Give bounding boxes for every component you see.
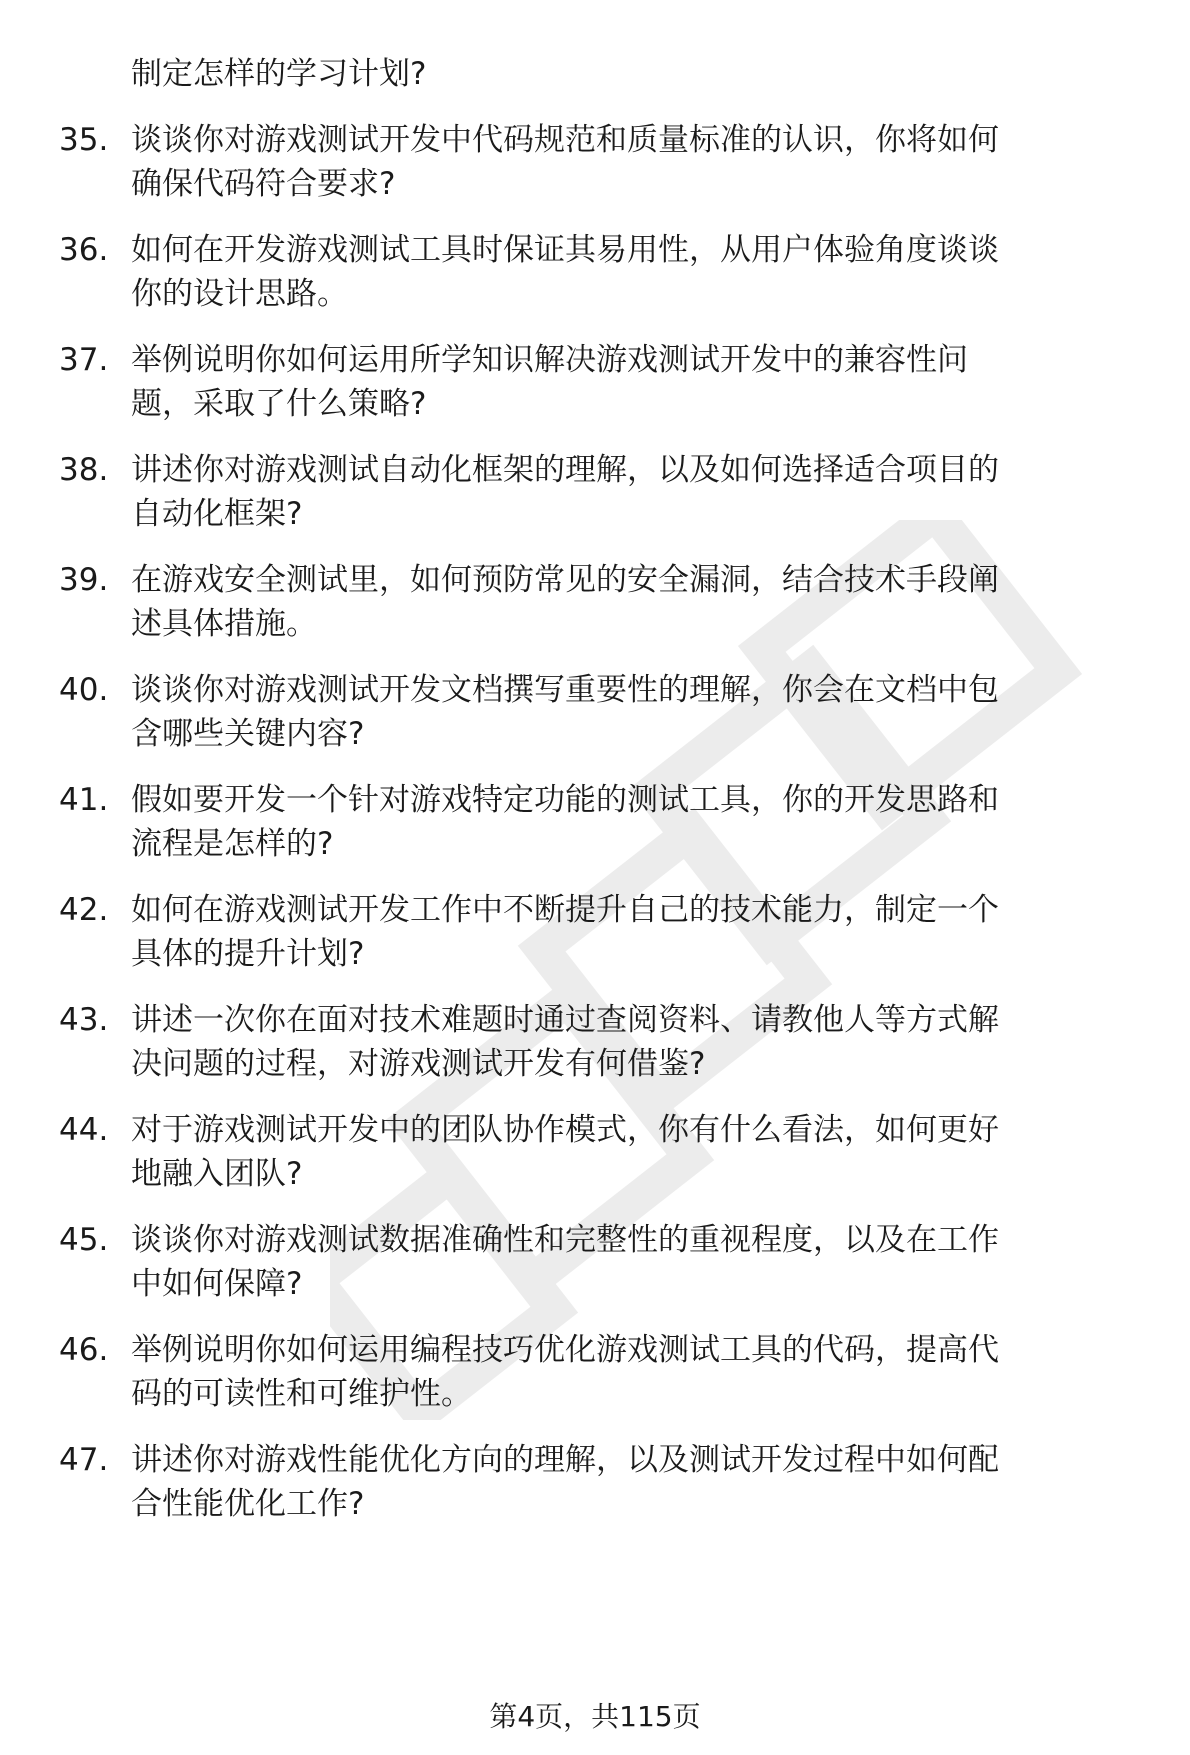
continuation-line: 制定怎样的学习计划? <box>131 56 427 92</box>
question-text-line: 决问题的过程，对游戏测试开发有何借鉴? <box>131 1046 706 1082</box>
question-text-line: 你的设计思路。 <box>131 276 348 312</box>
question-number: 47. <box>59 1442 109 1478</box>
question-number: 44. <box>59 1112 109 1148</box>
question-number: 46. <box>59 1332 109 1368</box>
question-item <box>0 1328 1190 1418</box>
question-text-line: 自动化框架? <box>131 496 303 532</box>
question-number: 35. <box>59 122 109 158</box>
question-item <box>0 778 1190 868</box>
question-text-line: 具体的提升计划? <box>131 936 365 972</box>
question-text-line: 确保代码符合要求? <box>131 166 396 202</box>
question-text-line: 谈谈你对游戏测试开发中代码规范和质量标准的认识，你将如何 <box>131 122 999 158</box>
page-footer: 第4页，共115页 <box>489 1700 701 1733</box>
question-text-line: 合性能优化工作? <box>131 1486 365 1522</box>
question-item <box>0 228 1190 318</box>
question-text-line: 假如要开发一个针对游戏特定功能的测试工具，你的开发思路和 <box>131 782 999 818</box>
question-text-line: 举例说明你如何运用所学知识解决游戏测试开发中的兼容性问 <box>131 342 968 378</box>
question-item <box>0 338 1190 428</box>
question-number: 41. <box>59 782 109 818</box>
question-item <box>0 448 1190 538</box>
question-text-line: 讲述一次你在面对技术难题时通过查阅资料、请教他人等方式解 <box>131 1002 999 1038</box>
question-text-line: 中如何保障? <box>131 1266 303 1302</box>
question-text-line: 如何在开发游戏测试工具时保证其易用性，从用户体验角度谈谈 <box>131 232 999 268</box>
question-item <box>0 668 1190 758</box>
question-text-line: 举例说明你如何运用编程技巧优化游戏测试工具的代码，提高代 <box>131 1332 999 1368</box>
question-text-line: 题，采取了什么策略? <box>131 386 427 422</box>
question-number: 39. <box>59 562 109 598</box>
question-text-line: 对于游戏测试开发中的团队协作模式，你有什么看法，如何更好 <box>131 1112 999 1148</box>
question-item <box>0 1218 1190 1308</box>
question-text-line: 谈谈你对游戏测试开发文档撰写重要性的理解，你会在文档中包 <box>131 672 999 708</box>
question-text-line: 讲述你对游戏测试自动化框架的理解，以及如何选择适合项目的 <box>131 452 999 488</box>
question-number: 43. <box>59 1002 109 1038</box>
question-text-line: 在游戏安全测试里，如何预防常见的安全漏洞，结合技术手段阐 <box>131 562 999 598</box>
question-number: 36. <box>59 232 109 268</box>
question-item <box>0 998 1190 1088</box>
question-item <box>0 558 1190 648</box>
question-text-line: 流程是怎样的? <box>131 826 334 862</box>
question-item <box>0 1108 1190 1198</box>
question-number: 37. <box>59 342 109 378</box>
question-number: 45. <box>59 1222 109 1258</box>
question-text-line: 含哪些关键内容? <box>131 716 365 752</box>
question-text-line: 讲述你对游戏性能优化方向的理解，以及测试开发过程中如何配 <box>131 1442 999 1478</box>
question-text-line: 谈谈你对游戏测试数据准确性和完整性的重视程度，以及在工作 <box>131 1222 999 1258</box>
question-item <box>0 118 1190 208</box>
question-text-line: 地融入团队? <box>131 1156 303 1192</box>
question-number: 42. <box>59 892 109 928</box>
question-item <box>0 888 1190 978</box>
question-number: 38. <box>59 452 109 488</box>
question-text-line: 码的可读性和可维护性。 <box>131 1376 472 1412</box>
question-text-line: 如何在游戏测试开发工作中不断提升自己的技术能力，制定一个 <box>131 892 999 928</box>
question-number: 40. <box>59 672 109 708</box>
question-text-line: 述具体措施。 <box>131 606 317 642</box>
question-item <box>0 1438 1190 1528</box>
